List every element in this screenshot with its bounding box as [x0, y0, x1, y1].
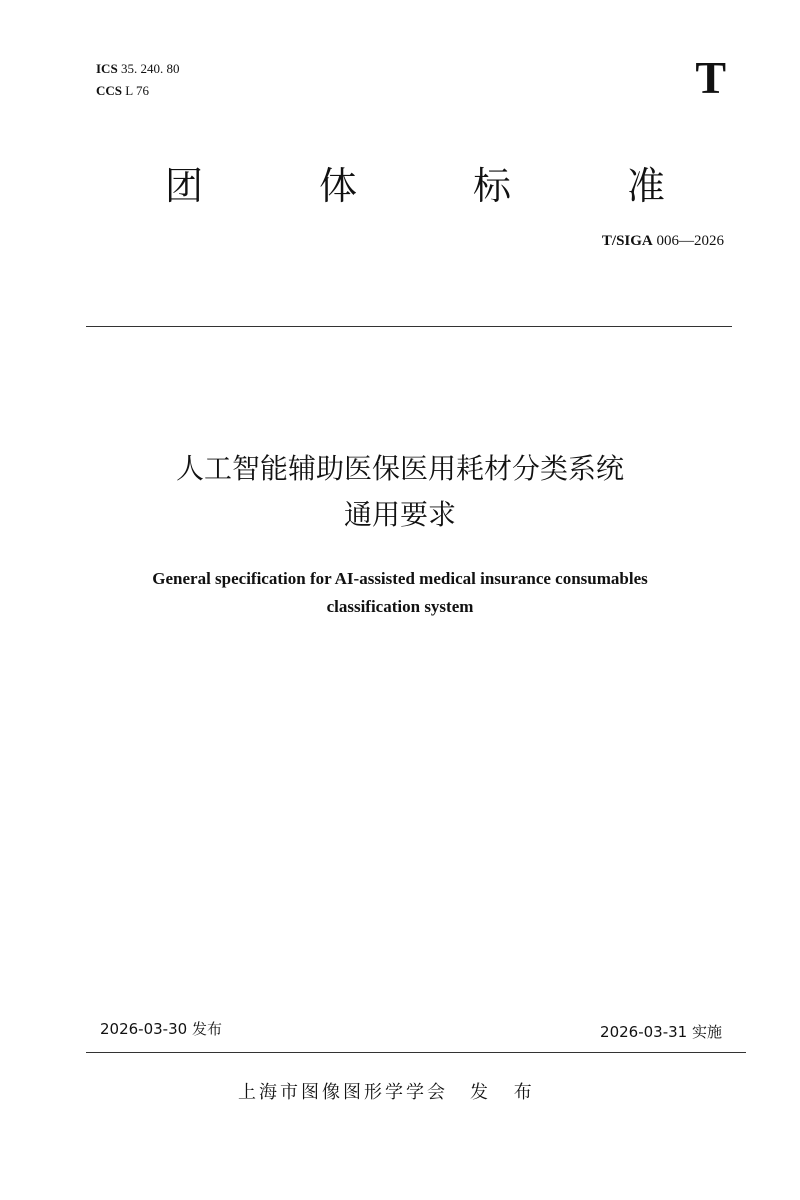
- footer-divider: [86, 1052, 746, 1053]
- ics-label: ICS: [96, 61, 118, 76]
- standard-number: [602, 230, 724, 252]
- publisher-name: 上海市图像图形学学会: [238, 1082, 448, 1103]
- standard-type-heading: [165, 162, 665, 210]
- title-english: [0, 565, 800, 621]
- classification-codes: [96, 58, 179, 102]
- ics-value: 35. 240. 80: [120, 61, 180, 76]
- standard-number-prefix: T/SIGA: [601, 233, 653, 249]
- standard-number-value: 006—2026: [656, 233, 724, 249]
- standard-type-char: 团: [165, 164, 204, 208]
- title-chinese: [0, 446, 800, 538]
- implement-date: 2026-03-31 实施: [600, 1023, 722, 1041]
- title-english-line1: General specification for AI-assisted medical insurance consumables: [152, 569, 648, 588]
- publisher-line: [238, 1080, 542, 1106]
- ccs-label: CCS: [96, 83, 123, 98]
- header-divider: [86, 326, 732, 327]
- ics-code: [96, 58, 179, 80]
- publisher-action: 发 布: [470, 1082, 542, 1103]
- ccs-code: [96, 80, 179, 102]
- standard-category-letter: T: [695, 52, 726, 103]
- title-chinese-line2: 通用要求: [343, 498, 456, 531]
- title-english-line2: classification system: [326, 597, 474, 616]
- title-chinese-line1: 人工智能辅助医保医用耗材分类系统: [175, 452, 624, 485]
- publish-date: 2026-03-30 发布: [100, 1020, 222, 1038]
- ccs-value: L 76: [125, 83, 149, 98]
- standard-type-char: 体: [318, 164, 357, 208]
- standard-type-char: 标: [472, 164, 511, 208]
- standard-type-char: 准: [626, 164, 665, 208]
